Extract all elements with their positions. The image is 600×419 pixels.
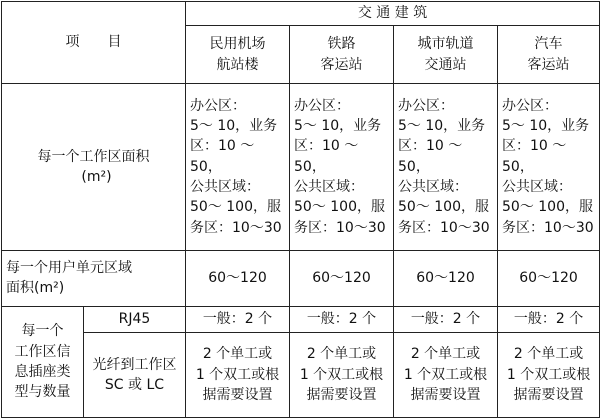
transport-building-spec-table bbox=[1, 1, 600, 418]
column-header-metro: 城市轨道 交通站 bbox=[394, 26, 498, 84]
header-row-1 bbox=[2, 2, 600, 26]
cell-user-unit-metro: 60～120 bbox=[394, 250, 498, 306]
sub-label-fiber: 光纤到工作区 SC 或 LC bbox=[84, 332, 186, 417]
cell-user-unit-bus: 60～120 bbox=[498, 250, 600, 306]
column-header-bus: 汽车 客运站 bbox=[498, 26, 600, 84]
row-user-unit bbox=[2, 250, 600, 306]
cell-work-area-bus: 办公区： 5～ 10，业务 区：10 ～ 50， 公共区域： 50～ 100，服 务区：10～30 bbox=[498, 84, 600, 250]
cell-rj45-metro: 一般：2 个 bbox=[394, 306, 498, 332]
column-header-airport: 民用机场 航站楼 bbox=[186, 26, 290, 84]
row-label-user-unit: 每一个用户单元区域 面积(m²) bbox=[2, 250, 186, 306]
row-outlet-fiber bbox=[2, 332, 600, 417]
column-header-railway: 铁路 客运站 bbox=[290, 26, 394, 84]
cell-work-area-airport: 办公区： 5～ 10，业务 区：10 ～ 50， 公共区域： 50～ 100，服 务区：10～30 bbox=[186, 84, 290, 250]
cell-fiber-metro: 2 个单工或 1 个双工或根 据需要设置 bbox=[394, 332, 498, 417]
header-group-cell: 交 通 建 筑 bbox=[186, 2, 600, 26]
row-label-outlet: 每一个 工作区信 息插座类 型与数量 bbox=[2, 306, 84, 417]
cell-user-unit-airport: 60～120 bbox=[186, 250, 290, 306]
cell-rj45-railway: 一般：2 个 bbox=[290, 306, 394, 332]
cell-fiber-bus: 2 个单工或 1 个双工或根 据需要设置 bbox=[498, 332, 600, 417]
cell-work-area-railway: 办公区： 5～ 10，业务 区：10 ～ 50， 公共区域： 50～ 100，服 务区：10～30 bbox=[290, 84, 394, 250]
row-label-work-area-unit: (m²) bbox=[81, 168, 112, 185]
row-label-work-area-main: 每一个工作区面积 bbox=[37, 148, 150, 165]
sub-label-rj45: RJ45 bbox=[84, 306, 186, 332]
cell-fiber-railway: 2 个单工或 1 个双工或根 据需要设置 bbox=[290, 332, 394, 417]
header-item-cell: 项 目 bbox=[2, 2, 186, 84]
cell-work-area-metro: 办公区： 5～ 10，业务 区：10 ～ 50， 公共区域： 50～ 100，服 务区：10～30 bbox=[394, 84, 498, 250]
cell-fiber-airport: 2 个单工或 1 个双工或根 据需要设置 bbox=[186, 332, 290, 417]
cell-user-unit-railway: 60～120 bbox=[290, 250, 394, 306]
row-work-area bbox=[2, 84, 600, 250]
row-label-work-area bbox=[2, 84, 186, 250]
cell-rj45-airport: 一般：2 个 bbox=[186, 306, 290, 332]
row-outlet-rj45 bbox=[2, 306, 600, 332]
cell-rj45-bus: 一般：2 个 bbox=[498, 306, 600, 332]
